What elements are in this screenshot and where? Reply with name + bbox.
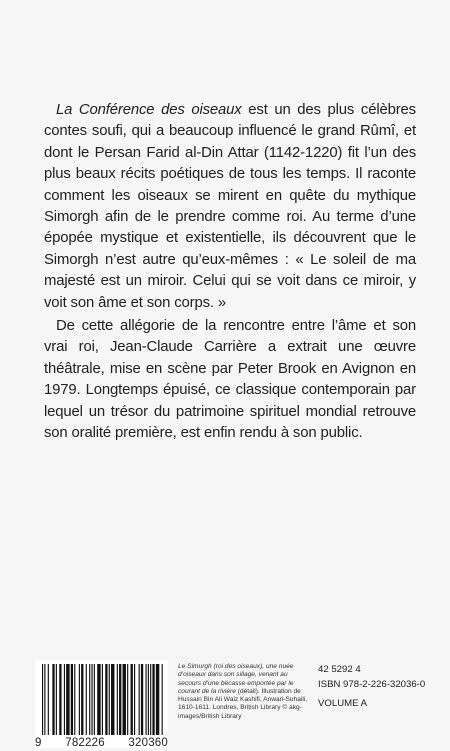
- barcode-bar: [81, 664, 83, 735]
- barcode-bar: [91, 664, 92, 735]
- blurb-paragraph-2: De cette allégorie de la rencontre entre l’âme et son vrai roi, Jean-Claude Carrière a extrait une œuvre théâtrale, mise en scène par Peter Brook en Avignon en 1979. Longtemps épuisé, ce classique contemporain par lequel un trésor du patrimoine spirituel mondial retrouve son oralité première, est enfin rendu à son public.: [44, 318, 416, 442]
- barcode-bar: [97, 664, 100, 735]
- barcode-bar: [117, 664, 118, 735]
- isbn-barcode: [35, 660, 168, 748]
- barcode-bar: [123, 664, 126, 735]
- barcode-bar: [111, 664, 114, 735]
- caption-italic: Le Simurgh (roi des oiseaux), une nuée d’oiseaux dans son sillage, venant au secours d’une bécasse emportée par le courant de la rivière: [178, 663, 294, 695]
- volume-label: VOLUME A: [318, 698, 368, 709]
- caption-credits: (détail). Illustration de Hussain Bin Ali Waiz Kashifi, Anwari-Suhaili, 1610-1611. Londres, British Library © akg-images/British Library: [178, 687, 308, 720]
- barcode-bar: [152, 664, 154, 735]
- back-cover-blurb: [44, 100, 416, 445]
- barcode-bar: [74, 664, 75, 735]
- catalog-number: 42 5292 4: [318, 664, 361, 675]
- barcode-bar: [139, 664, 140, 735]
- barcode-bar: [127, 664, 128, 735]
- book-title: La Conférence des oiseaux: [56, 102, 242, 118]
- barcode-group-1: 782226: [65, 737, 105, 749]
- catalog-codes: [318, 662, 443, 711]
- barcode-bar: [64, 664, 65, 735]
- barcode-bar: [105, 664, 107, 735]
- barcode-bar: [162, 664, 163, 735]
- blurb-paragraph-1: [44, 100, 416, 314]
- isbn-number: ISBN 978-2-226-32036-0: [318, 679, 426, 690]
- barcode-bar: [89, 664, 90, 735]
- blurb-paragraph-1-text: est un des plus célèbres contes soufi, qui a beaucoup influencé le grand Rûmî, et dont le Persan Farid al-Din Attar (1142-1220) fit l’un des plus beaux récits poétiques de tous les temps. Il raconte comment les oiseaux se mirent en quête du mythique Simorgh afin de le prendre comme roi. Au terme d’une épopée mystique et existentielle, ils découvrent que le Simorgh n’est autre qu’eux-mêmes : « Le soleil de ma majesté est un miroir. Celui qui se voit dans ce miroir, y voit son âme et son corps. »: [44, 102, 416, 311]
- barcode-bar: [52, 664, 54, 735]
- barcode-bar: [134, 664, 135, 735]
- barcode-bar: [109, 664, 110, 735]
- barcode-bar: [79, 664, 80, 735]
- barcode-bar: [119, 664, 121, 735]
- barcode-first-digit: 9: [35, 737, 42, 749]
- barcode-bars: [35, 660, 168, 736]
- barcode-bar: [156, 664, 159, 735]
- barcode-bar: [86, 664, 87, 735]
- barcode-digits: [35, 737, 168, 749]
- barcode-bar: [150, 664, 151, 735]
- barcode-bar: [42, 664, 43, 735]
- barcode-bar: [102, 664, 103, 735]
- barcode-bar: [56, 664, 57, 735]
- barcode-bar: [71, 664, 73, 735]
- barcode-bar: [59, 664, 61, 735]
- cover-image-caption: [178, 663, 310, 721]
- barcode-bar: [48, 664, 49, 735]
- barcode-bar: [148, 664, 149, 735]
- barcode-bar: [66, 664, 69, 735]
- barcode-bar: [141, 664, 143, 735]
- barcode-bar: [94, 664, 95, 735]
- barcode-bar: [146, 664, 147, 735]
- barcode-bar: [131, 664, 133, 735]
- barcode-bar: [44, 664, 45, 735]
- barcode-group-2: 320360: [128, 737, 168, 749]
